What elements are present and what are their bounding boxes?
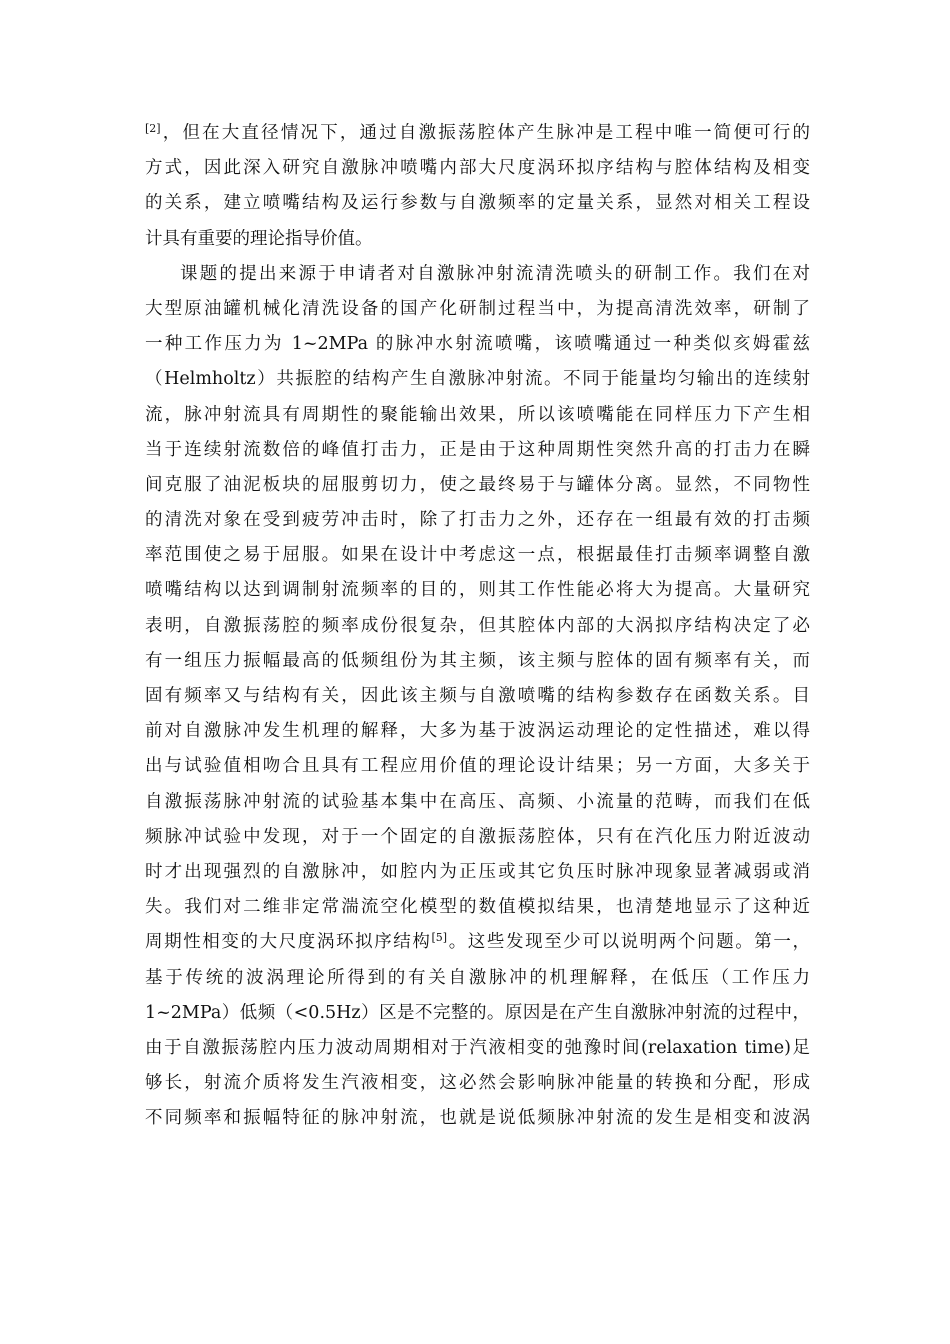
text-line: 时才出现强烈的自激脉冲，如腔内为正压或其它负压时脉冲现象显著减弱或消 [145,861,810,882]
text-line: 喷嘴结构以达到调制射流频率的目的，则其工作性能必将大为提高。大量研究 [145,580,810,601]
text-line: 有一组压力振幅最高的低频组份为其主频，该主频与腔体的固有频率有关，而 [145,650,810,671]
text-line: 大型原油罐机械化清洗设备的国产化研制过程当中，为提高清洗效率，研制了 [145,298,810,319]
text-line: 频脉冲试验中发现，对于一个固定的自激振荡腔体，只有在汽化压力附近波动 [145,826,810,847]
text-line: 流，脉冲射流具有周期性的聚能输出效果，所以该喷嘴能在同样压力下产生相 [145,404,810,425]
line-text: ，但在大直径情况下，通过自激振荡腔体产生脉冲是工程中唯一简便可行的 [160,123,810,143]
text-line: 的关系，建立喷嘴结构及运行参数与自激频率的定量关系，显然对相关工程设 [145,193,810,214]
paragraph-first-line: 课题的提出来源于申请者对自激脉冲射流清洗喷头的研制工作。我们在对 [180,263,810,284]
text-line: 够长，射流介质将发生汽液相变，这必然会影响脉冲能量的转换和分配，形成 [145,1073,810,1094]
text-line: 不同频率和振幅特征的脉冲射流，也就是说低频脉冲射流的发生是相变和波涡 [145,1108,810,1129]
body-text [145,116,810,1136]
text-line: 间克服了油泥板块的屈服剪切力，使之最终易于与罐体分离。显然，不同物性 [145,474,810,495]
text-line: 1~2MPa）低频（<0.5Hz）区是不完整的。原因是在产生自激脉冲射流的过程中， [145,1002,810,1023]
citation-ref: [2] [145,122,161,135]
citation-ref: [5] [431,931,448,945]
text-line: 率范围使之易于屈服。如果在设计中考虑这一点，根据最佳打击频率调整自激 [145,545,810,566]
text-line: （Helmholtz）共振腔的结构产生自激脉冲射流。不同于能量均匀输出的连续射 [145,369,810,390]
text-line: 的清洗对象在受到疲劳冲击时，除了打击力之外，还存在一组最有效的打击频 [145,510,810,531]
text-line [145,116,810,151]
text-line: 失。我们对二维非定常湍流空化模型的数值模拟结果，也清楚地显示了这种近 [145,897,810,918]
text-line: 表明，自激振荡腔的频率成份很复杂，但其腔体内部的大涡拟序结构决定了必 [145,615,810,636]
text-line [145,925,810,960]
text-line: 计具有重要的理论指导价值。 [145,228,373,249]
text-line: 当于连续射流数倍的峰值打击力，正是由于这种周期性突然升高的打击力在瞬 [145,439,810,460]
text-line: 基于传统的波涡理论所得到的有关自激脉冲的机理解释，在低压（工作压力 [145,967,810,988]
text-line: 自激振荡脉冲射流的试验基本集中在高压、高频、小流量的范畴，而我们在低 [145,791,810,812]
line-text: 周期性相变的大尺度涡环拟序结构 [145,932,432,953]
text-line: 一种工作压力为 1~2MPa 的脉冲水射流喷嘴，该喷嘴通过一种类似亥姆霍兹 [145,334,810,355]
text-line: 前对自激脉冲发生机理的解释，大多为基于波涡运动理论的定性描述，难以得 [145,721,810,742]
text-line: 方式，因此深入研究自激脉冲喷嘴内部大尺度涡环拟序结构与腔体结构及相变 [145,158,810,179]
text-line: 固有频率又与结构有关，因此该主频与自激喷嘴的结构参数存在函数关系。目 [145,686,810,706]
text-line: 由于自激振荡腔内压力波动周期相对于汽液相变的弛豫时间(relaxation time)足 [145,1037,810,1058]
line-text-after: 。这些发现至少可以说明两个问题。第一， [447,932,811,953]
text-line: 出与试验值相吻合且具有工程应用价值的理论设计结果；另一方面，大多关于 [145,756,810,777]
